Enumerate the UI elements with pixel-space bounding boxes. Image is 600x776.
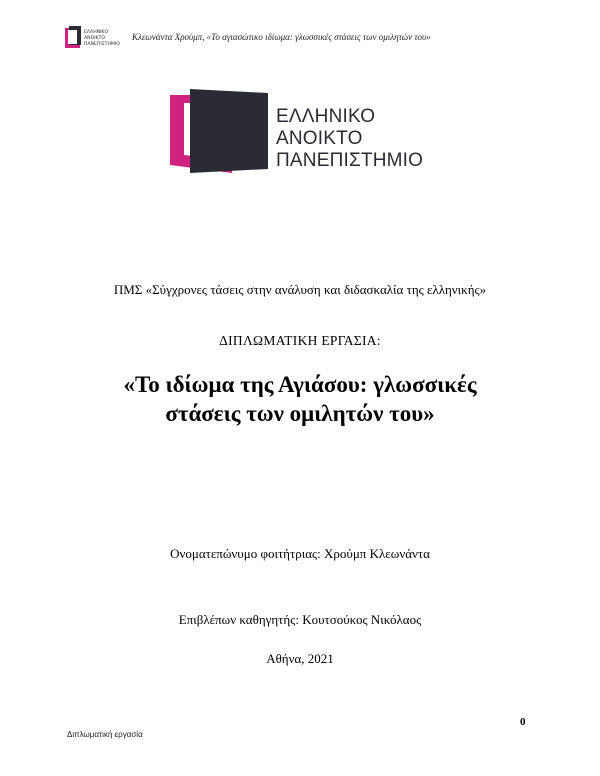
header-university-logo: [65, 26, 121, 50]
supervisor-name: Επιβλέπων καθηγητής: Κουτσούκος Νικόλαος: [178, 612, 422, 627]
university-logo-wordmark: [276, 106, 423, 172]
place-and-year: Αθήνα, 2021: [266, 651, 334, 666]
thesis-title-line-1: «Το ιδίωμα της Αγιάσου: γλωσσικές: [123, 372, 477, 397]
program-name: ΠΜΣ «Σύγχρονες τάσεις στην ανάλυση και διδασκαλία της ελληνικής»: [113, 282, 487, 297]
page-number: 0: [520, 716, 526, 728]
thesis-title: [0, 370, 600, 428]
university-logo-mark: [170, 89, 268, 173]
thesis-label: ΔΙΠΛΩΜΑΤΙΚΗ ΕΡΓΑΣΙΑ:: [219, 333, 381, 348]
thesis-title-line-2: στάσεις των ομιλητών του»: [165, 401, 435, 426]
logo-line-2: ΑΝΟΙΚΤΟ: [276, 128, 363, 149]
logo-line-1: ΕΛΛΗΝΙΚΟ: [276, 106, 376, 127]
svg-text:ΑΝΟΙΚΤΟ: ΑΝΟΙΚΤΟ: [84, 36, 105, 41]
svg-text:ΕΛΛΗΝΙΚΟ: ΕΛΛΗΝΙΚΟ: [84, 30, 109, 35]
student-name: Ονοματεπώνυμο φοιτήτριας: Χρούμπ Κλεωνάντα: [170, 546, 430, 561]
logo-line-3: ΠΑΝΕΠΙΣΤΗΜΙΟ: [276, 150, 424, 171]
svg-text:ΠΑΝΕΠΙΣΤΗΜΙΟ: ΠΑΝΕΠΙΣΤΗΜΙΟ: [84, 42, 120, 47]
page-footer: Διπλωματική εργασία: [67, 730, 143, 739]
running-header-title: Κλεωνάντα Χρούμπ, «Το αγιασώτικο ιδίωμα: γλωσσικές στάσεις των ομιλητών του»: [132, 32, 431, 42]
